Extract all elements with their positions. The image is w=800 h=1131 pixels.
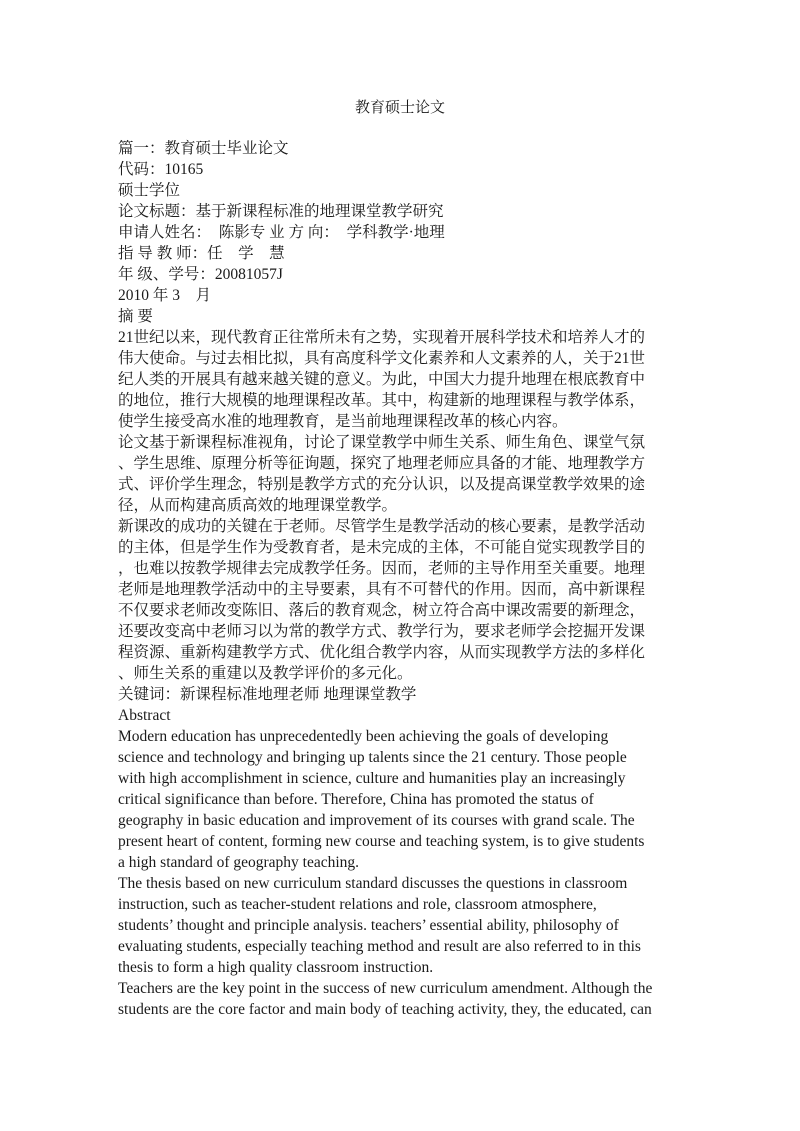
text-line: 伟大使命。与过去相比拟，具有高度科学文化素养和人文素养的人，关于21世 [118, 350, 646, 367]
text-line: 21世纪以来，现代教育正往常所未有之势，实现着开展科学技术和培养人才的 [118, 329, 646, 346]
text-line: 径，从而构建高质高效的地理课堂教学。 [118, 497, 398, 514]
text-line: Teachers are the key point in the success of new curriculum amendment. Although the [118, 980, 653, 997]
text-line: 、学生思维、原理分析等征询题，探究了地理老师应具备的才能、地理教学方 [118, 455, 646, 472]
text-line: a high standard of geography teaching. [118, 854, 360, 871]
text-line: 还要改变高中老师习以为常的教学方式、教学行为，要求老师学会挖掘开发课 [118, 623, 646, 640]
text-line: 式、评价学生理念，特别是教学方式的充分认识，以及提高课堂教学效果的途 [118, 476, 646, 493]
text-line: evaluating students, especially teaching method and result are also referred to in this [118, 938, 641, 955]
text-line: 、师生关系的重建以及教学评价的多元化。 [118, 665, 413, 682]
document-title: 教育硕士论文 [354, 100, 445, 116]
text-line: science and technology and bringing up talents since the 21 century. Those people [118, 749, 627, 766]
text-line: Modern education has unprecedentedly been achieving the goals of developing [118, 728, 609, 745]
text-line: 摘 要 [118, 308, 153, 325]
text-line: 新课改的成功的关键在于老师。尽管学生是教学活动的核心要素，是教学活动 [118, 518, 646, 535]
text-line: 篇一：教育硕士毕业论文 [118, 140, 289, 157]
text-line: 论文标题：基于新课程标准的地理课堂教学研究 [118, 203, 444, 220]
text-line: with high accomplishment in science, culture and humanities play an increasingly [118, 770, 626, 787]
text-line: 代码：10165 [118, 161, 204, 178]
text-line: 程资源、重新构建教学方式、优化组合教学内容，从而实现教学方法的多样化 [118, 644, 646, 661]
text-line: students’ thought and principle analysis. teachers’ essential ability, philosophy of [118, 917, 619, 934]
text-line: 的地位，推行大规模的地理课程改革。其中，构建新的地理课程与教学体系， [118, 392, 646, 409]
text-line: 的主体，但是学生作为受教育者，是未完成的主体，不可能自觉实现教学目的 [118, 539, 646, 556]
text-line: 使学生接受高水准的地理教育，是当前地理课程改革的核心内容。 [118, 413, 568, 430]
text-line: thesis to form a high quality classroom instruction. [118, 959, 434, 976]
text-line: 硕士学位 [118, 182, 181, 199]
text-line: 论文基于新课程标准视角，讨论了课堂教学中师生关系、师生角色、课堂气氛 [118, 434, 646, 451]
text-line: The thesis based on new curriculum standard discusses the questions in classroom [118, 875, 628, 892]
text-line: 指 导 教 师：任 学 慧 [118, 245, 285, 262]
text-line: 纪人类的开展具有越来越关键的意义。为此，中国大力提升地理在根底教育中 [118, 371, 646, 388]
text-line: Abstract [118, 707, 171, 724]
text-line: 老师是地理教学活动中的主导要素，具有不可替代的作用。因而，高中新课程 [118, 581, 646, 598]
text-line: 不仅要求老师改变陈旧、落后的教育观念，树立符合高中课改需要的新理念， [118, 602, 646, 619]
text-line: 年 级、学号：20081057J [118, 266, 283, 283]
text-line: 2010 年 3 月 [118, 287, 212, 304]
text-line: 关键词：新课程标准地理老师 地理课堂教学 [118, 686, 417, 703]
text-line: critical significance than before. Therefore, China has promoted the status of [118, 791, 594, 808]
document-body [118, 138, 684, 1020]
text-line: 申请人姓名： 陈影专 业 方 向： 学科教学·地理 [118, 224, 445, 241]
text-line: present heart of content, forming new course and teaching system, is to give students [118, 833, 645, 850]
text-line: instruction, such as teacher-student relations and role, classroom atmosphere, [118, 896, 597, 913]
text-line: ，也难以按教学规律去完成教学任务。因而，老师的主导作用至关重要。地理 [118, 560, 646, 577]
text-line: students are the core factor and main body of teaching activity, they, the educated, can [118, 1001, 652, 1018]
text-line: geography in basic education and improvement of its courses with grand scale. The [118, 812, 635, 829]
